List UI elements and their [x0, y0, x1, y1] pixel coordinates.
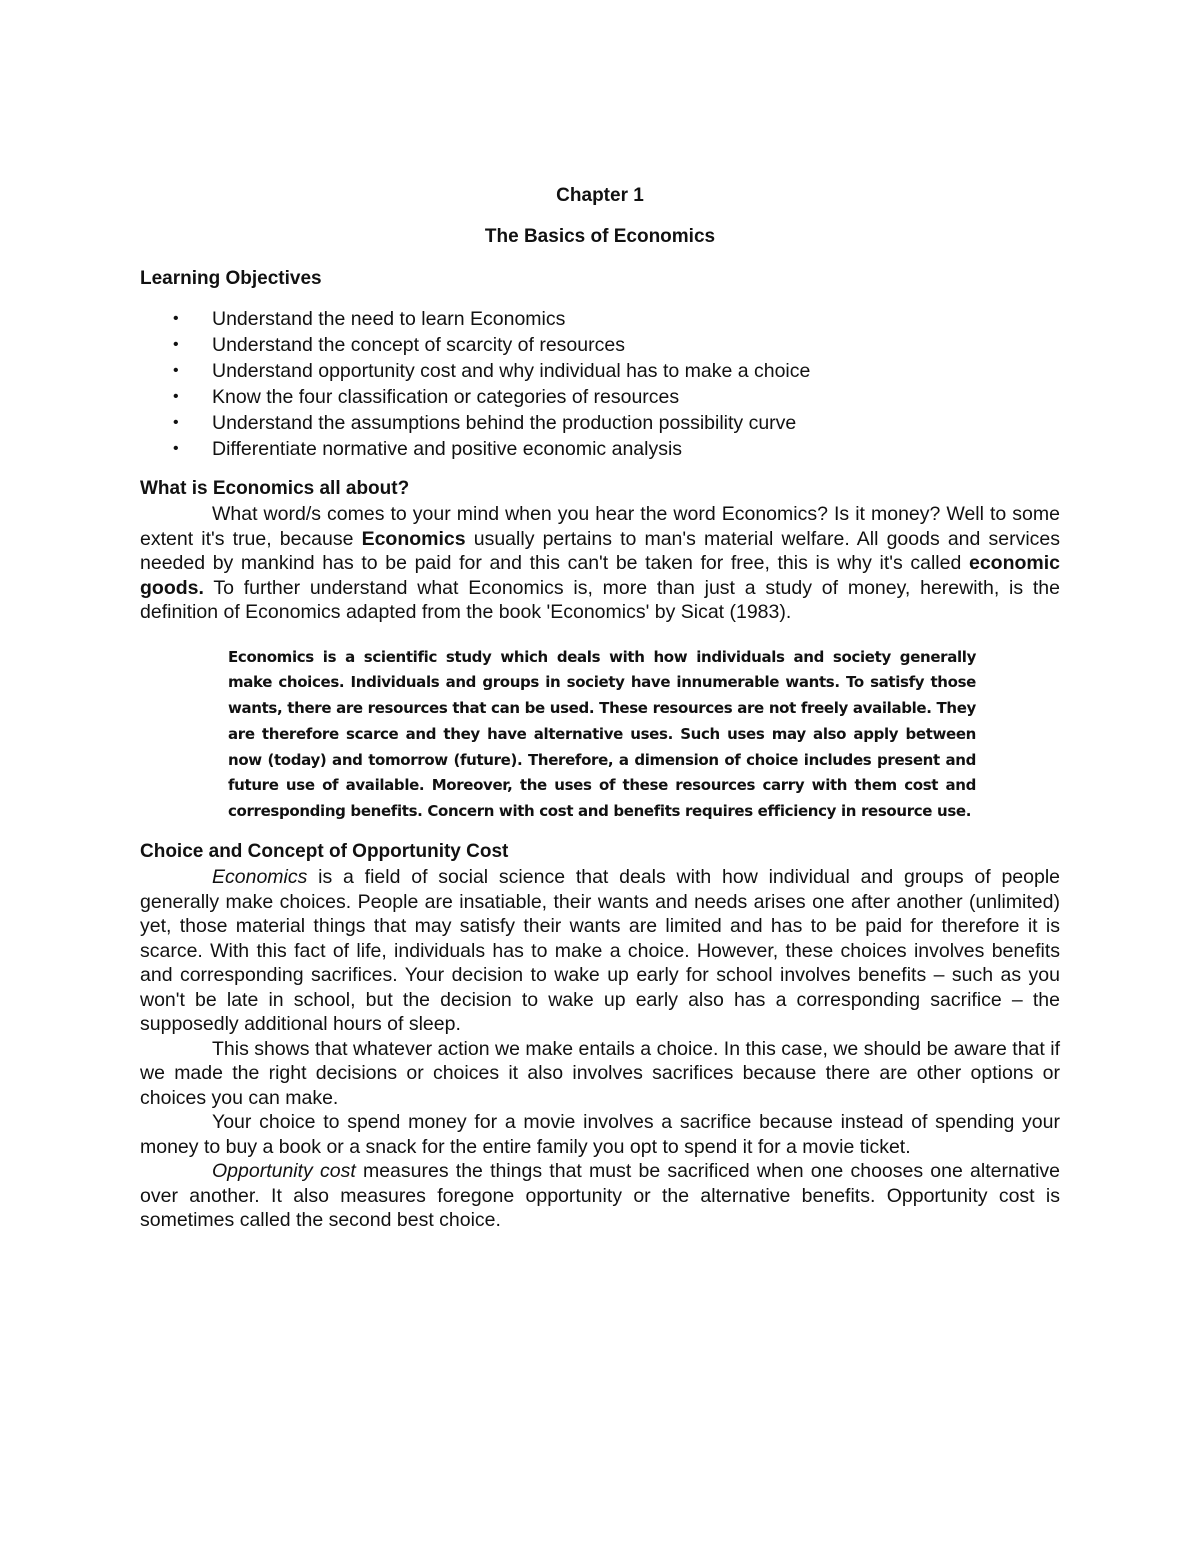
- list-item-text: Understand the assumptions behind the production possibility curve: [212, 412, 797, 434]
- text-run: is a field of social science that deals with how individual and groups of people generally make choices. People are insatiable, their wants and needs arises one after another (unlimited) yet, those material things that may satisfy their wants are limited and has to be paid for therefore it is scarce. With this fact of life, individuals has to make a choice. However, these choices involves benefits and corresponding sacrifices. Your decision to wake up early for school involves benefits – such as you won't be late in school, but the decision to wake up early also has a corresponding sacrifice – the supposedly additional hours of sleep.: [140, 866, 1060, 1036]
- economics-intro-paragraph: [140, 502, 1060, 625]
- definition-quote: Economics is a scientific study which deals with how individuals and society generally make choices. Individuals and groups in society have innumerable wants. To satisfy those wants, there are resources that can be used. These resources are not freely available. They are therefore scarce and they have alternative uses. Such uses may also apply between now (today) and tomorrow (future). Therefore, a dimension of choice includes present and future use of available. Moreover, the uses of these resources carry with them cost and corresponding benefits. Concern with cost and benefits requires efficiency in resource use.: [228, 647, 976, 821]
- chapter-label: Chapter 1: [556, 185, 644, 206]
- list-item: [140, 332, 1060, 358]
- italic-term-economics: Economics: [212, 866, 308, 889]
- chapter-title: The Basics of Economics: [484, 226, 716, 247]
- choice-section-heading: Choice and Concept of Opportunity Cost: [140, 841, 509, 863]
- list-item: [140, 306, 1060, 332]
- text-run: What word/s comes to your mind when you hear the word Economics? Is it money? Well to some extent it's true, because: [140, 503, 1060, 550]
- italic-term-opportunity-cost: Opportunity cost: [212, 1160, 356, 1183]
- bullet-icon: •: [173, 362, 179, 379]
- text-run: To further understand what Economics is, more than just a study of money, herewith, is the definition of Economics adapted from the book 'Economics' by Sicat (1983).: [140, 576, 1060, 623]
- list-item: [140, 358, 1060, 384]
- bullet-icon: •: [173, 414, 179, 431]
- economics-section-heading: What is Economics all about?: [140, 478, 410, 499]
- bullet-icon: •: [173, 310, 179, 327]
- bold-term-economic-goods: economic goods.: [140, 552, 1060, 599]
- list-item: [140, 410, 1060, 436]
- list-item-text: Differentiate normative and positive economic analysis: [212, 438, 683, 460]
- bullet-icon: •: [173, 336, 179, 353]
- list-item-text: Understand the concept of scarcity of resources: [212, 334, 625, 356]
- list-item-text: Understand opportunity cost and why individual has to make a choice: [212, 360, 811, 382]
- bold-term-economics: Economics: [361, 527, 466, 550]
- text-run: usually pertains to man's material welfare. All goods and services needed by mankind has to be paid for and this can't be taken for free, this is why it's called: [140, 527, 1060, 574]
- choice-paragraph-1: [140, 865, 1060, 1037]
- choice-paragraph-2: This shows that whatever action we make entails a choice. In this case, we should be aware that if we made the right decisions or choices it also involves sacrifices because there are other options or choices you can make.: [140, 1037, 1060, 1109]
- bullet-icon: •: [173, 440, 179, 457]
- opportunity-cost-paragraph: [140, 1159, 1060, 1233]
- text-run: measures the things that must be sacrificed when one chooses one alternative over another. It also measures foregone opportunity or the alternative benefits. Opportunity cost is sometimes called the second best choice.: [140, 1160, 1061, 1232]
- list-item: [140, 384, 1060, 410]
- learning-objectives-heading: Learning Objectives: [140, 268, 322, 289]
- page-content: [140, 183, 1060, 1233]
- learning-objectives-list: [140, 306, 1060, 462]
- list-item: [140, 436, 1060, 462]
- bullet-icon: •: [173, 388, 179, 405]
- list-item-text: Know the four classification or categories of resources: [212, 386, 680, 408]
- choice-paragraph-3: Your choice to spend money for a movie involves a sacrifice because instead of spending your money to buy a book or a snack for the entire family you opt to spend it for a movie ticket.: [140, 1111, 1060, 1158]
- list-item-text: Understand the need to learn Economics: [212, 308, 566, 330]
